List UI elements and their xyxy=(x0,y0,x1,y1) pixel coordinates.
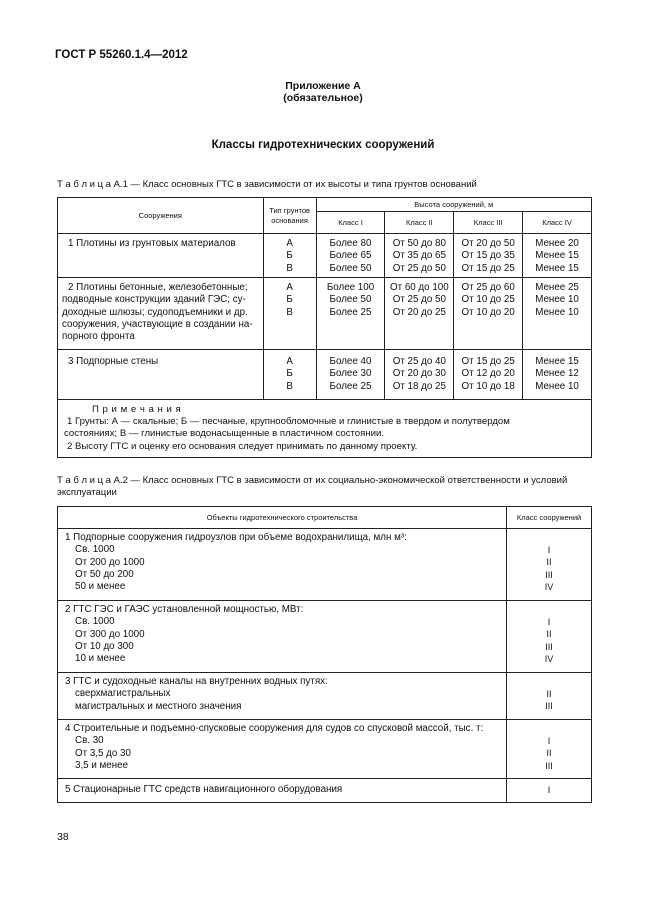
class-value: IV xyxy=(544,581,554,592)
t1-row2-soils xyxy=(263,278,316,350)
group-item: 3,5 и менее xyxy=(75,759,129,771)
t2-group2 xyxy=(58,601,507,673)
cell-value: Более 50 xyxy=(329,262,372,274)
t1-row1-c2 xyxy=(385,234,454,278)
row-label: подводные конструкции зданий ГЭС; су- xyxy=(62,294,246,306)
group-title: 4 Строительные и подъемно-спусковые сооружения для судов со спусковой массой, тыс. т: xyxy=(65,723,484,734)
notes-title: П р и м е ч а н и я xyxy=(92,404,182,415)
t2-group5 xyxy=(58,779,507,803)
cell-value: Б xyxy=(286,294,293,306)
cell-value: Более 25 xyxy=(329,306,372,318)
cell-value: В xyxy=(286,262,293,274)
class-value: II xyxy=(546,689,552,699)
cell-value: От 18 до 25 xyxy=(392,380,446,392)
cell-value: А xyxy=(286,356,293,367)
t1-row1-name xyxy=(58,234,264,278)
t1-row3-c1 xyxy=(316,350,385,400)
group-item: магистральных и местного значения xyxy=(75,700,242,712)
t2-group1-classes xyxy=(507,529,592,601)
cell-value: Менее 25 xyxy=(535,282,579,293)
t1-row1-soils xyxy=(263,234,316,278)
group-item: Св. 1000 xyxy=(75,616,115,628)
t2-group2-classes xyxy=(507,601,592,673)
class-value: II xyxy=(546,748,552,759)
t1-head-soil-type: Тип грунтов основания xyxy=(263,198,316,234)
group-title: 5 Стационарные ГТС средств навигационного оборудования xyxy=(65,784,343,795)
cell-value: А xyxy=(286,238,293,249)
group-item: 50 и менее xyxy=(75,581,126,593)
t2-head-class: Класс сооружений xyxy=(507,507,592,529)
cell-value: От 10 до 25 xyxy=(461,294,515,306)
class-value: III xyxy=(545,760,553,771)
group-title: 2 ГТС ГЭС и ГАЭС установленной мощностью, МВт: xyxy=(65,604,304,615)
t1-head-structures: Сооружения xyxy=(58,198,264,234)
table1-caption xyxy=(57,179,477,191)
class-value: III xyxy=(545,641,553,652)
t1-row2-name xyxy=(58,278,264,350)
cell-value: От 50 до 80 xyxy=(392,238,446,249)
cell-value: Более 50 xyxy=(329,294,372,306)
cell-value: Менее 10 xyxy=(535,294,579,306)
group-item: Св. 30 xyxy=(75,735,104,747)
cell-value: От 25 до 50 xyxy=(392,262,446,274)
table-row xyxy=(58,278,592,350)
group-item: От 10 до 300 xyxy=(75,640,134,652)
row-label: 2 Плотины бетонные, железобетонные; xyxy=(68,282,248,293)
table1-caption-text: А.1 — Класс основных ГТС в зависимости от их высоты и типа грунтов оснований xyxy=(113,179,477,190)
t1-row3-c3 xyxy=(454,350,523,400)
cell-value: Менее 10 xyxy=(535,380,579,392)
group-title: 1 Подпорные сооружения гидроузлов при объеме водохранилища, млн м³: xyxy=(65,532,407,543)
cell-value: Менее 12 xyxy=(535,368,579,380)
cell-value: В xyxy=(286,380,293,392)
cell-value: А xyxy=(286,282,293,293)
cell-value: Менее 20 xyxy=(535,238,579,249)
table-row xyxy=(58,529,592,601)
cell-value: От 25 до 40 xyxy=(392,356,446,367)
cell-value: Более 100 xyxy=(326,282,375,293)
t1-row1-c3 xyxy=(454,234,523,278)
class-value: II xyxy=(546,557,552,568)
cell-value: В xyxy=(286,306,293,318)
table2-caption xyxy=(57,475,597,499)
cell-value: От 25 до 50 xyxy=(392,294,446,306)
cell-value: Менее 15 xyxy=(535,356,579,367)
table-row xyxy=(58,779,592,803)
t1-row2-c4 xyxy=(523,278,592,350)
t1-row3-soils xyxy=(263,350,316,400)
cell-value: Менее 15 xyxy=(535,250,579,262)
cell-value: От 25 до 60 xyxy=(461,282,515,293)
row-label: 1 Плотины из грунтовых материалов xyxy=(68,238,236,249)
table-row xyxy=(58,720,592,779)
cell-value: От 35 до 65 xyxy=(392,250,446,262)
section-title: Классы гидротехнических сооружений xyxy=(211,139,435,151)
cell-value: От 15 до 25 xyxy=(461,262,515,274)
table2-caption-text-2: эксплуатации xyxy=(57,487,117,498)
note-1: 1 Грунты: А — скальные; Б — песчаные, крупнообломочные и глинистые в твердом и полутвердом xyxy=(67,416,510,428)
group-item: От 50 до 200 xyxy=(75,568,134,580)
document-header: ГОСТ Р 55260.1.4—2012 xyxy=(55,49,188,61)
notes-row xyxy=(58,400,592,458)
t1-head-class: Класс IV xyxy=(523,212,592,234)
group-item: 10 и менее xyxy=(75,653,126,665)
t1-notes xyxy=(58,400,592,458)
table-row xyxy=(58,601,592,673)
table-a2 xyxy=(57,506,592,803)
t2-group3-classes xyxy=(507,673,592,720)
t1-row2-c3 xyxy=(454,278,523,350)
cell-value: От 15 до 35 xyxy=(461,250,515,262)
cell-value: Более 65 xyxy=(329,250,372,262)
class-value: I xyxy=(547,617,551,627)
class-value: IV xyxy=(544,653,554,664)
row-label: порного фронта xyxy=(62,331,135,343)
class-value: I xyxy=(547,785,551,795)
note-2: 2 Высоту ГТС и оценку его основания следует принимать по данному проекту. xyxy=(67,440,418,452)
t1-row3-c4 xyxy=(523,350,592,400)
class-value: III xyxy=(545,701,553,712)
group-title: 3 ГТС и судоходные каналы на внутренних водных путях: xyxy=(65,676,328,687)
cell-value: От 10 до 20 xyxy=(461,306,515,318)
t1-head-class: Класс I xyxy=(316,212,385,234)
cell-value: От 12 до 20 xyxy=(461,368,515,380)
class-value: II xyxy=(546,629,552,640)
cell-value: Более 40 xyxy=(329,356,372,367)
table2-caption-label: Т а б л и ц а xyxy=(57,475,111,486)
t1-row1-c4 xyxy=(523,234,592,278)
cell-value: От 20 до 30 xyxy=(392,368,446,380)
t2-group5-classes xyxy=(507,779,592,803)
cell-value: От 10 до 18 xyxy=(461,380,515,392)
group-item: Св. 1000 xyxy=(75,544,115,556)
table2-caption-text: А.2 — Класс основных ГТС в зависимости от их социально-экономической ответственности и условий xyxy=(113,475,568,486)
cell-value: Более 30 xyxy=(329,368,372,380)
t1-row2-c2 xyxy=(385,278,454,350)
cell-value: Б xyxy=(286,368,293,380)
table-a1 xyxy=(57,197,592,458)
page-number: 38 xyxy=(57,831,69,843)
table-row xyxy=(58,350,592,400)
cell-value: От 20 до 50 xyxy=(461,238,515,249)
group-item: От 3,5 до 30 xyxy=(75,747,131,759)
cell-value: От 15 до 25 xyxy=(461,356,515,367)
row-label: доходные шлюзы; судоподъемники и др. xyxy=(62,306,248,318)
t1-row1-c1 xyxy=(316,234,385,278)
row-label: сооружения, участвующие в создании на- xyxy=(62,318,253,330)
t2-group4-classes xyxy=(507,720,592,779)
t2-head-objects: Объекты гидротехнического строительства xyxy=(58,507,507,529)
cell-value: От 20 до 25 xyxy=(392,306,446,318)
group-item: От 200 до 1000 xyxy=(75,556,145,568)
cell-value: Б xyxy=(286,250,293,262)
t1-head-class: Класс III xyxy=(454,212,523,234)
t2-group3 xyxy=(58,673,507,720)
group-item: От 300 до 1000 xyxy=(75,628,145,640)
cell-value: Более 25 xyxy=(329,380,372,392)
t1-head-class: Класс II xyxy=(385,212,454,234)
appendix-subtitle: (обязательное) xyxy=(283,92,363,104)
t2-group1 xyxy=(58,529,507,601)
note-1-continued: состояниях; В — глинистые водонасыщенные в пластичном состоянии. xyxy=(64,428,385,440)
t1-row3-name xyxy=(58,350,264,400)
cell-value: Менее 10 xyxy=(535,306,579,318)
table-row xyxy=(58,234,592,278)
t1-row2-c1 xyxy=(316,278,385,350)
t2-group4 xyxy=(58,720,507,779)
table1-caption-label: Т а б л и ц а xyxy=(57,179,111,190)
table-row xyxy=(58,673,592,720)
class-value: I xyxy=(547,545,551,555)
cell-value: Менее 15 xyxy=(535,262,579,274)
group-item: сверхмагистральных xyxy=(75,688,171,700)
class-value: I xyxy=(547,736,551,746)
cell-value: Более 80 xyxy=(329,238,372,249)
t1-head-height: Высота сооружений, м xyxy=(316,198,591,212)
t1-row3-c2 xyxy=(385,350,454,400)
row-label: 3 Подпорные стены xyxy=(68,356,159,367)
class-value: III xyxy=(545,569,553,580)
cell-value: От 60 до 100 xyxy=(389,282,449,293)
appendix-title: Приложение А xyxy=(285,80,361,92)
